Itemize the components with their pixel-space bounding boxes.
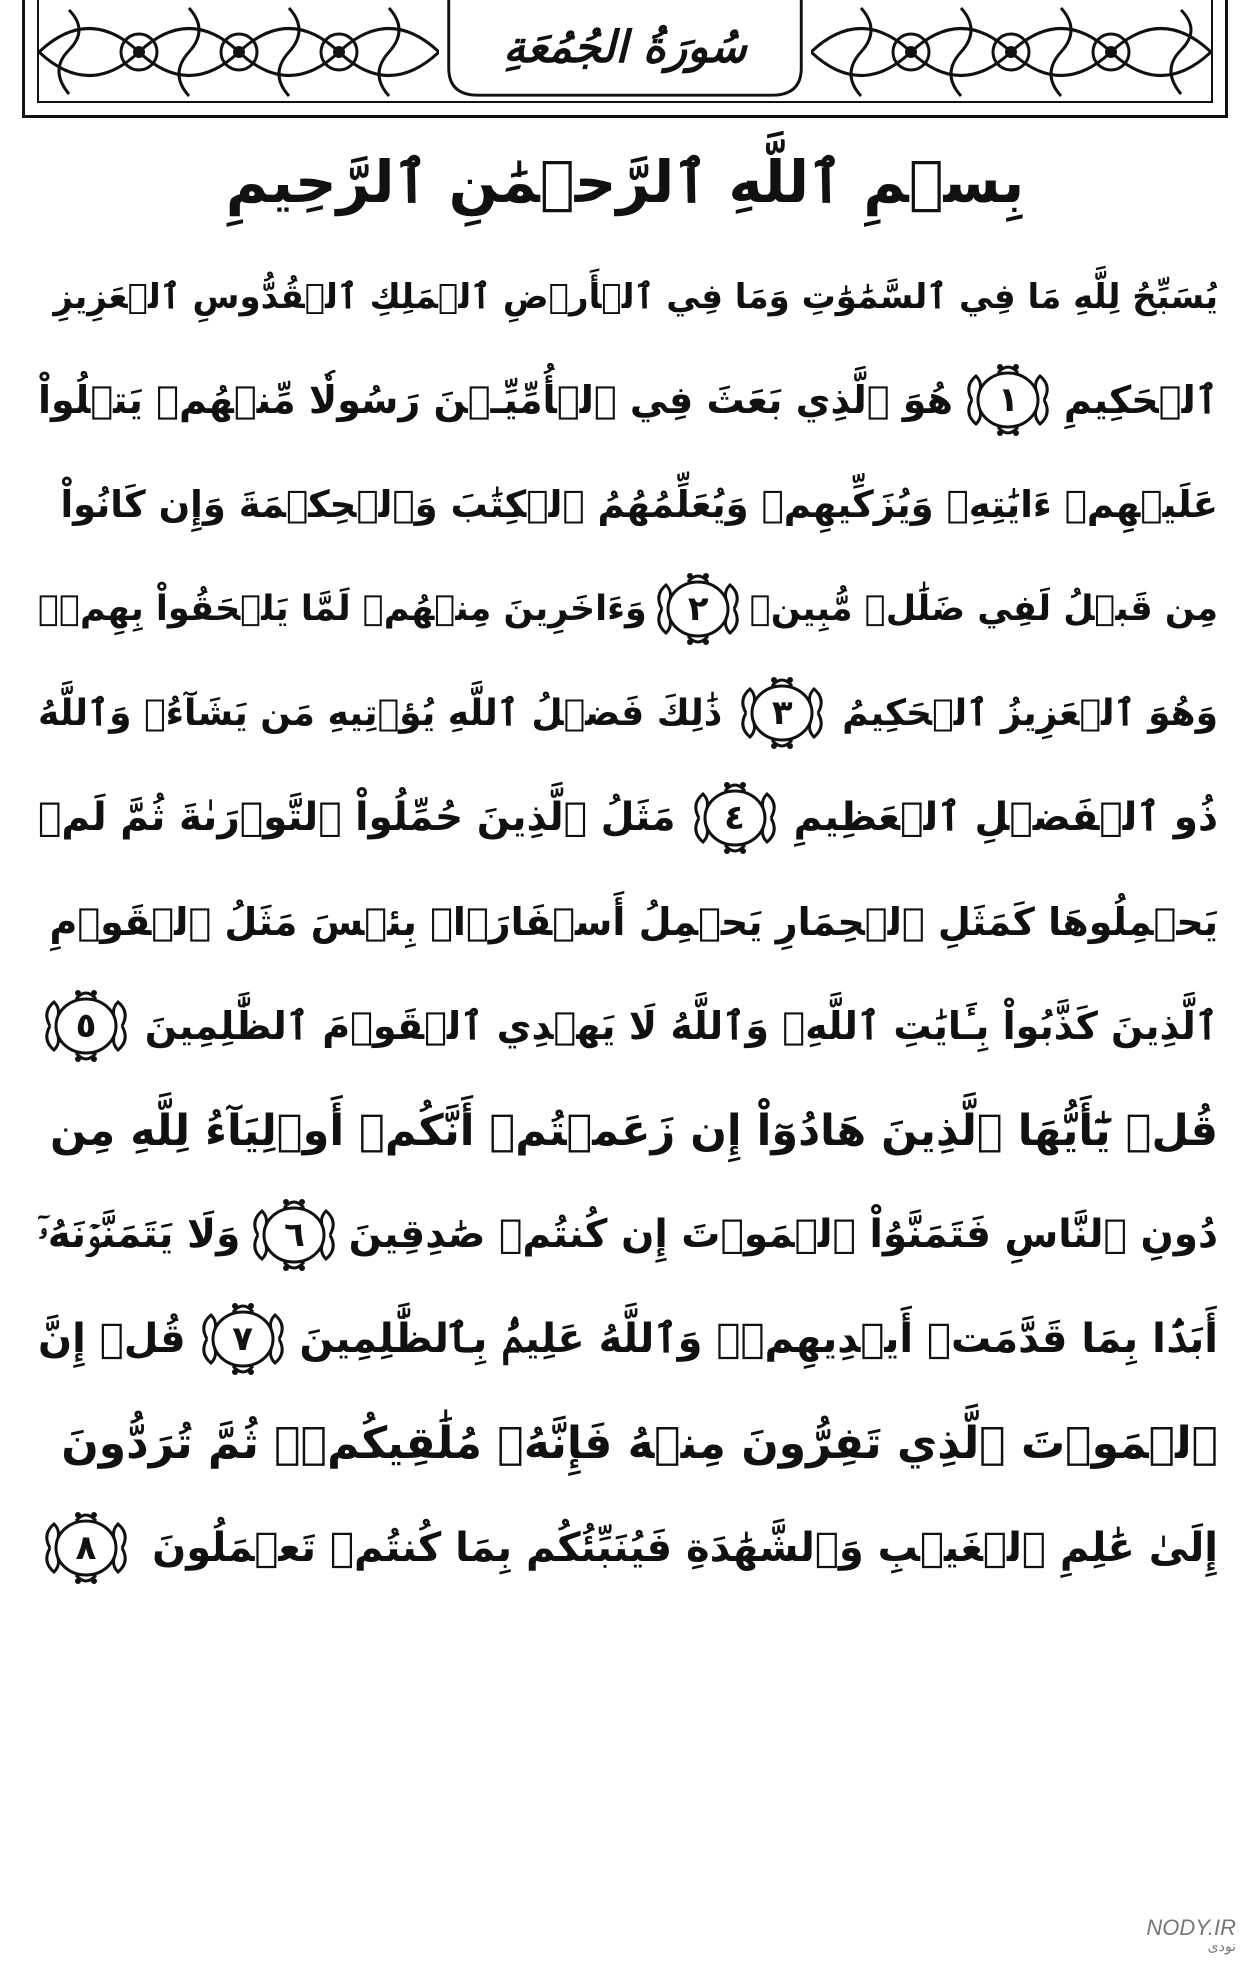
- ayah-number: ٣: [771, 693, 793, 734]
- ayah-number: ٢: [687, 589, 709, 630]
- verse-text-segment: ذُو ٱلۡفَضۡلِ ٱلۡعَظِيمِ: [793, 795, 1218, 841]
- verse-text-segment: ٱلۡمَوۡتَ ٱلَّذِي تَفِرُّونَ مِنۡهُ فَإِنَّهُۥ مُلَٰقِيكُمۡۖ ثُمَّ تُرَدُّونَ: [61, 1417, 1218, 1469]
- left-arabesque-ornament: [39, 0, 439, 103]
- ayah-number: ٥: [75, 1006, 97, 1047]
- quran-line: [38, 348, 1218, 452]
- quran-line: [38, 974, 1218, 1078]
- ayah-number: ١: [998, 380, 1019, 421]
- verse-text-segment: يُسَبِّحُ لِلَّهِ مَا فِي ٱلسَّمَٰوَٰتِ وَمَا فِي ٱلۡأَرۡضِ ٱلۡمَلِكِ ٱلۡقُدُّوسِ ٱلۡعَزِيزِ: [53, 276, 1218, 317]
- quran-line: [38, 661, 1218, 765]
- verse-text-segment: عَلَيۡهِمۡ ءَايَٰتِهِۦ وَيُزَكِّيهِمۡ وَيُعَلِّمُهُمُ ٱلۡكِتَٰبَ وَٱلۡحِكۡمَةَ وَإِن كَانُواْ: [60, 483, 1218, 527]
- verse-text-segment: وَءَاخَرِينَ مِنۡهُمۡ لَمَّا يَلۡحَقُواْ بِهِمۡۚ: [38, 589, 647, 630]
- verse-text-segment: يَحۡمِلُوهَا كَمَثَلِ ٱلۡحِمَارِ يَحۡمِلُ أَسۡفَارَۢاۚ بِئۡسَ مَثَلُ ٱلۡقَوۡمِ: [49, 899, 1218, 944]
- verse-text-segment: قُلۡ إِنَّ: [38, 1316, 186, 1363]
- ayah-end-marker: [246, 1196, 342, 1274]
- quran-line: [38, 1078, 1218, 1182]
- quran-line: [38, 1183, 1218, 1287]
- quran-line: [38, 765, 1218, 869]
- surah-title: سُورَةُ الجُمُعَةِ: [503, 22, 747, 73]
- verse-text-segment: مَثَلُ ٱلَّذِينَ حُمِّلُواْ ٱلتَّوۡرَىٰةَ ثُمَّ لَمۡ: [38, 795, 676, 841]
- verse-text-segment: ذَٰلِكَ فَضۡلُ ٱللَّهِ يُؤۡتِيهِ مَن يَشَآءُۚ وَٱللَّهُ: [38, 692, 723, 734]
- verse-text-segment: دُونِ ٱلنَّاسِ فَتَمَنَّوُاْ ٱلۡمَوۡتَ إِن كُنتُمۡ صَٰدِقِينَ: [348, 1212, 1218, 1258]
- verse-text-segment: وَلَا يَتَمَنَّوۡنَهُۥٓ: [38, 1212, 241, 1258]
- ayah-end-marker: [734, 674, 830, 752]
- site-watermark: [1146, 1916, 1236, 1954]
- verse-text-segment: هُوَ ٱلَّذِي بَعَثَ فِي ٱلۡأُمِّيِّـۧنَ رَسُولٗا مِّنۡهُمۡ يَتۡلُواْ: [38, 378, 953, 423]
- ayah-number: ٦: [284, 1214, 305, 1255]
- quran-line: [38, 1391, 1218, 1495]
- quran-line: [38, 557, 1218, 661]
- watermark-logo-text: NODY.IR: [1146, 1915, 1236, 1941]
- quran-line: [38, 870, 1218, 974]
- right-arabesque-ornament: [811, 0, 1211, 103]
- ayah-number: ٨: [75, 1527, 97, 1568]
- watermark-subtext: نودی: [1207, 1938, 1236, 1955]
- ayah-end-marker: [38, 1509, 134, 1587]
- verse-text-segment: ٱلۡحَكِيمِ: [1063, 378, 1218, 423]
- verse-text-segment: إِلَىٰ عَٰلِمِ ٱلۡغَيۡبِ وَٱلشَّهَٰدَةِ فَيُنَبِّئُكُم بِمَا كُنتُمۡ تَعۡمَلُونَ: [152, 1524, 1218, 1571]
- ayah-end-marker: [38, 987, 134, 1065]
- verse-text-segment: مِن قَبۡلُ لَفِي ضَلَٰلٖ مُّبِينٖ: [749, 589, 1218, 630]
- verse-text-segment: وَهُوَ ٱلۡعَزِيزُ ٱلۡحَكِيمُ: [842, 692, 1218, 734]
- quran-line: [38, 453, 1218, 557]
- quran-line: [38, 1287, 1218, 1391]
- surah-header-frame: [22, 0, 1228, 118]
- ayah-number: ٧: [232, 1319, 253, 1360]
- quran-line: [38, 1496, 1218, 1600]
- ayah-end-marker: [195, 1300, 291, 1378]
- ayah-end-marker: [650, 570, 746, 648]
- quran-line: [38, 244, 1218, 348]
- ayah-end-marker: [687, 779, 783, 857]
- verse-text-segment: قُلۡ يَٰٓأَيُّهَا ٱلَّذِينَ هَادُوٓاْ إِن زَعَمۡتُمۡ أَنَّكُمۡ أَوۡلِيَآءُ لِلَّهِ مِن: [49, 1105, 1218, 1156]
- basmala: بِسۡمِ ٱللَّهِ ٱلرَّحۡمَٰنِ ٱلرَّحِيمِ: [225, 148, 1025, 216]
- verse-text-segment: ٱلَّذِينَ كَذَّبُواْ بِـَٔايَٰتِ ٱللَّهِۚ وَٱللَّهُ لَا يَهۡدِي ٱلۡقَوۡمَ ٱلظَّٰلِمِينَ: [144, 1004, 1218, 1049]
- verse-text-block: [38, 244, 1218, 1600]
- verse-text-segment: أَبَدَۢا بِمَا قَدَّمَتۡ أَيۡدِيهِمۡۚ وَٱللَّهُ عَلِيمُۢ بِٱلظَّٰلِمِينَ: [299, 1316, 1218, 1363]
- ayah-end-marker: [960, 361, 1056, 439]
- ayah-number: ٤: [724, 797, 745, 838]
- surah-header-inner-frame: [37, 0, 1213, 103]
- surah-title-cartouche: [439, 0, 811, 101]
